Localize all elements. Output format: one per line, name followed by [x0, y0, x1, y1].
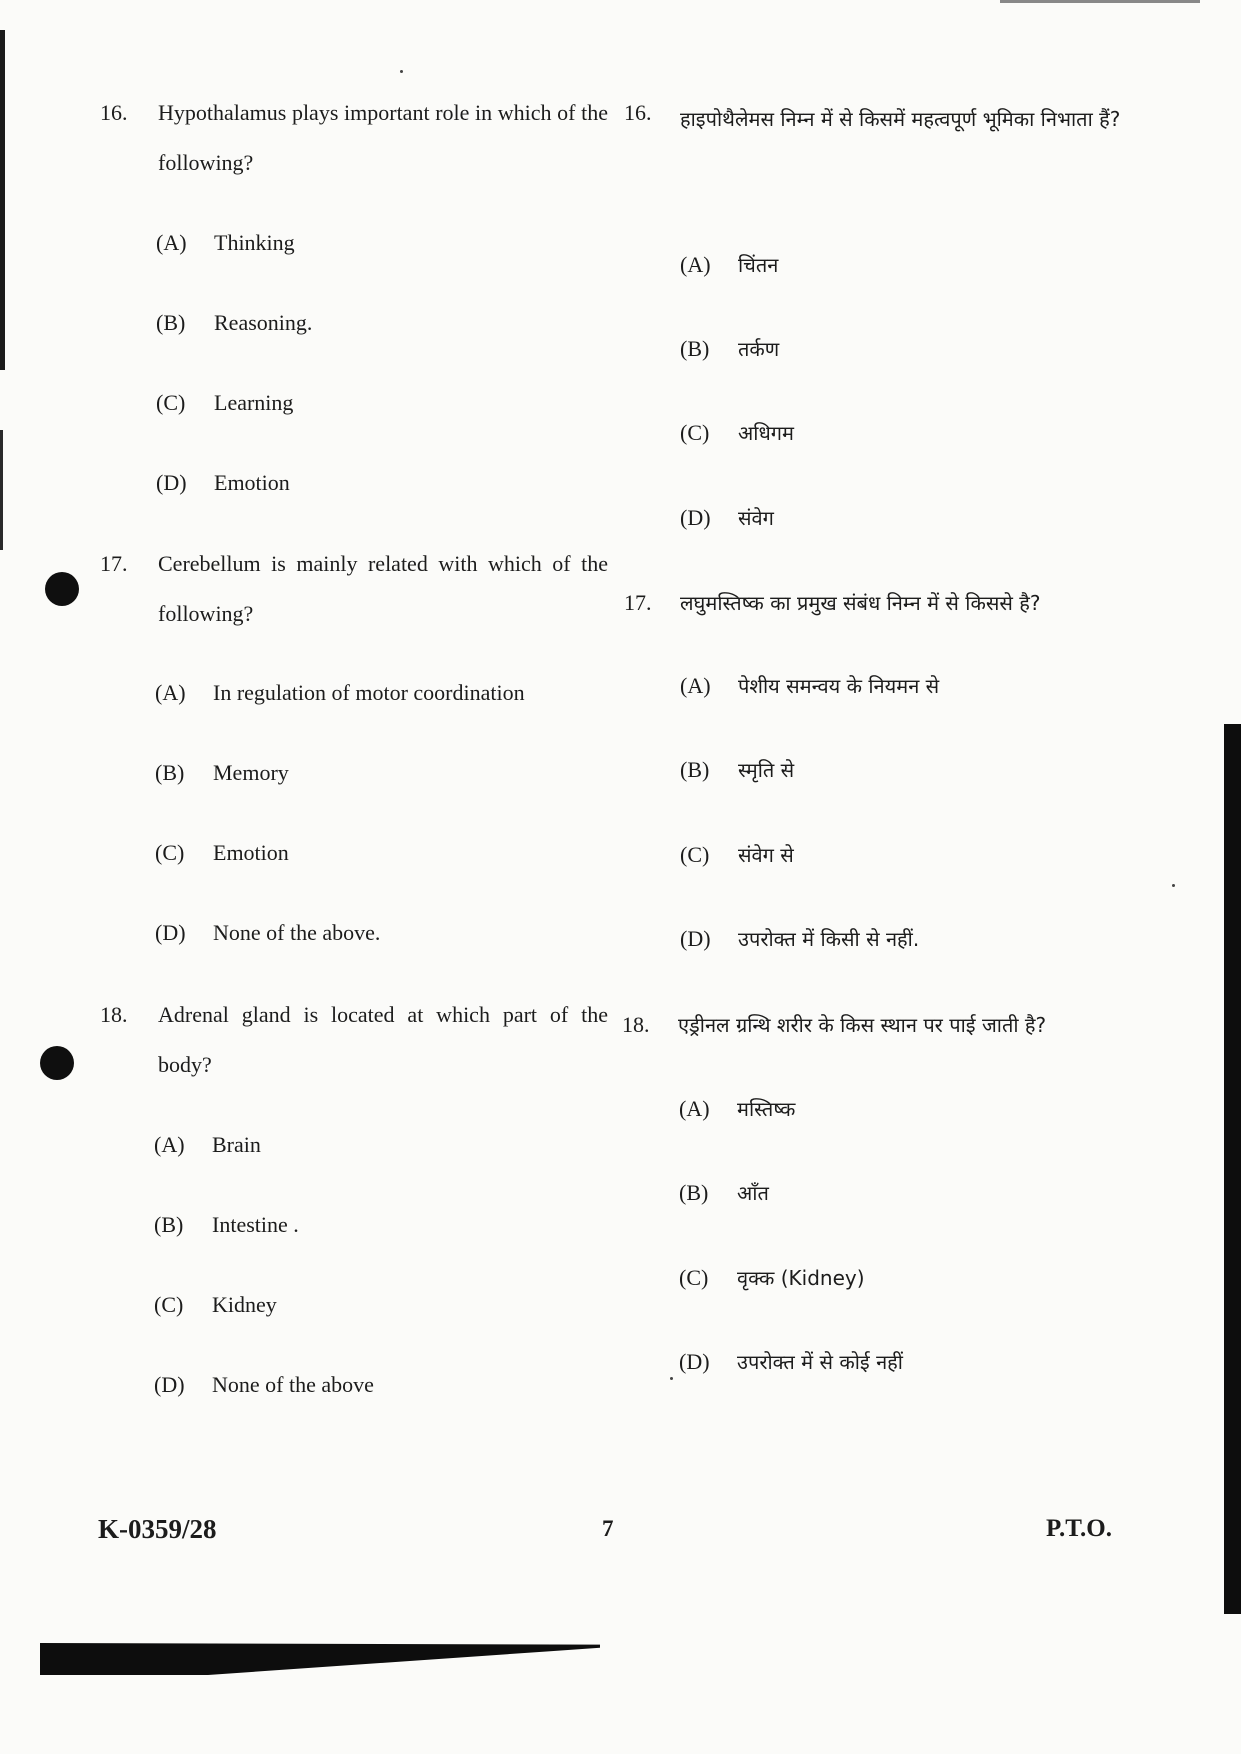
scan-speck: [1172, 884, 1175, 887]
scan-edge-top: [1000, 0, 1200, 3]
please-turn-over: P.T.O.: [1046, 1515, 1112, 1542]
question-number: 16.: [100, 100, 128, 125]
option-d: (D) उपरोक्त में किसी से नहीं.: [680, 926, 920, 951]
option-c: (C) Emotion: [155, 840, 289, 865]
option-b: (B) Reasoning.: [156, 310, 313, 335]
question-text: Adrenal gland is located at which part of the body?: [158, 1002, 608, 1077]
option-a: (A) चिंतन: [680, 252, 779, 277]
option-c: (C) Learning: [156, 390, 294, 415]
question-text: लघुमस्तिष्क का प्रमुख संबंध निम्न में से किससे है?: [680, 591, 1041, 615]
question-text: हाइपोथैलेमस निम्न में से किसमें महत्वपूर्ण भूमिका निभाता हैं?: [680, 107, 1121, 131]
option-b: (B) आँत: [679, 1180, 769, 1205]
option-b: (B) Memory: [155, 760, 289, 785]
option-b: (B) स्मृति से: [680, 757, 795, 782]
question-text: एड्रीनल ग्रन्थि शरीर के किस स्थान पर पाई जाती है?: [678, 1013, 1047, 1037]
question-number: 17.: [624, 590, 652, 615]
option-c: (C) संवेग से: [680, 842, 794, 867]
option-d: (D) Emotion: [156, 470, 290, 495]
scan-edge-left: [0, 30, 5, 370]
question-number: 17.: [100, 551, 128, 576]
question-text: Cerebellum is mainly related with which of the following?: [158, 551, 608, 626]
option-d: (D) None of the above.: [155, 920, 381, 945]
scan-edge-left-lower: [0, 430, 3, 550]
option-a: (A) Brain: [154, 1132, 261, 1157]
question-text: Hypothalamus plays important role in which of the following?: [158, 100, 608, 175]
option-c: (C) वृक्क (Kidney): [679, 1265, 865, 1290]
question-number: 16.: [624, 100, 652, 125]
punch-hole: [40, 1046, 74, 1080]
punch-hole: [45, 572, 79, 606]
scan-edge-right: [1224, 724, 1241, 1614]
scan-speck: [400, 70, 403, 73]
option-c: (C) Kidney: [154, 1292, 277, 1317]
scan-edge-bottom: [40, 1643, 600, 1675]
option-c: (C) अधिगम: [680, 420, 794, 445]
option-a: (A) Thinking: [156, 230, 295, 255]
option-a: (A) पेशीय समन्वय के नियमन से: [680, 673, 940, 698]
option-a: (A) In regulation of motor coordination: [155, 680, 525, 705]
option-d: (D) None of the above: [154, 1372, 374, 1397]
option-b: (B) Intestine .: [154, 1212, 299, 1237]
booklet-code: K-0359/28: [98, 1514, 217, 1544]
option-a: (A) मस्तिष्क: [679, 1096, 796, 1121]
question-number: 18.: [622, 1012, 650, 1037]
question-number: 18.: [100, 1002, 128, 1027]
option-d: (D) संवेग: [680, 505, 774, 530]
option-b: (B) तर्कण: [680, 336, 780, 361]
page-number: 7: [602, 1516, 614, 1541]
scan-speck: [670, 1377, 673, 1380]
option-d: (D) उपरोक्त में से कोई नहीं: [679, 1349, 903, 1374]
